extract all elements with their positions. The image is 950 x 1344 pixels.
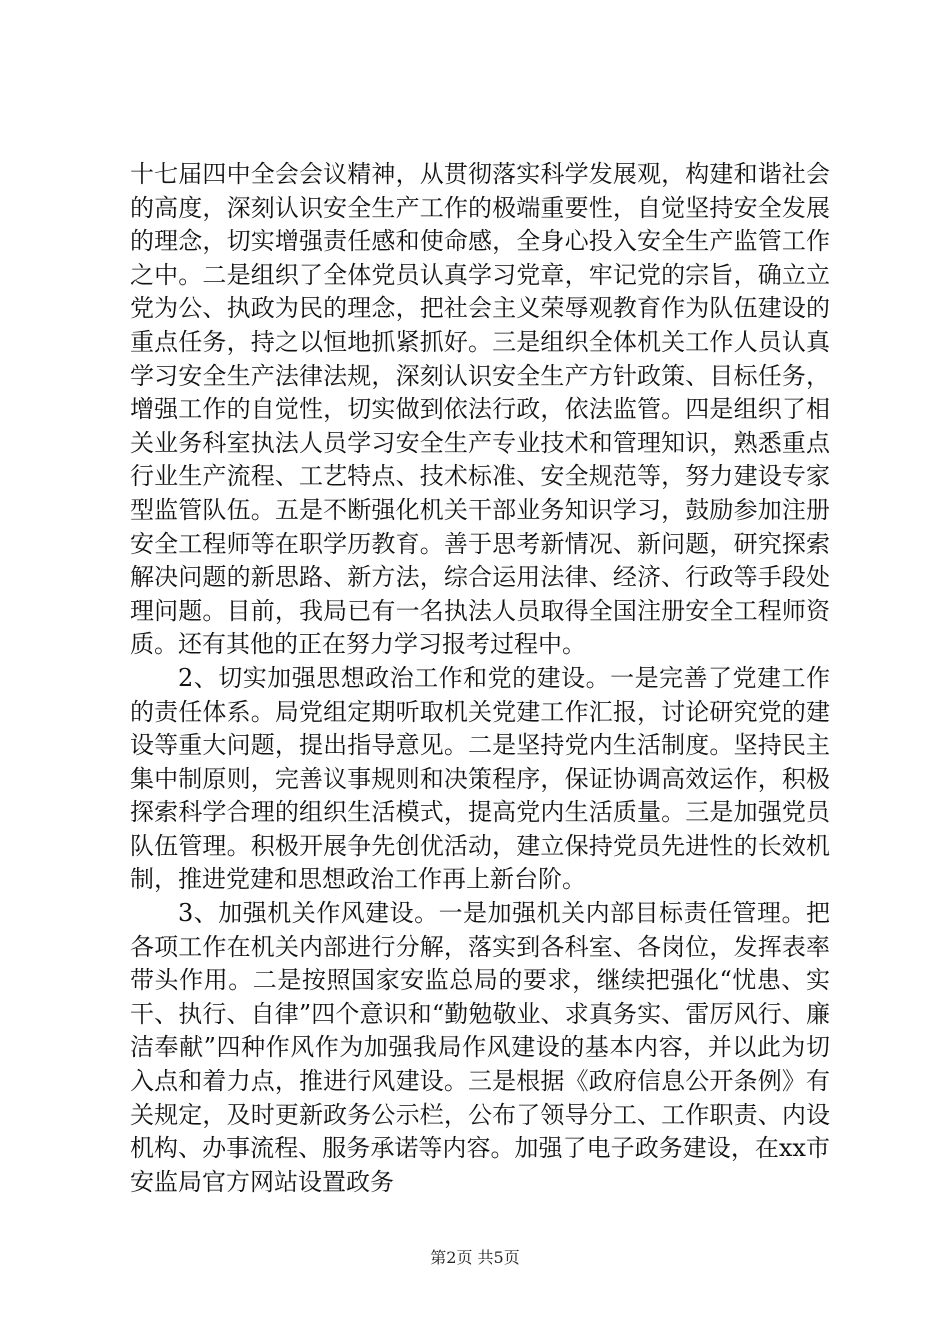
paragraph-1: 十七届四中全会会议精神，从贯彻落实科学发展观，构建和谐社会的高度，深刻认识安全生产工作的极端重要性，自觉坚持安全发展的理念，切实增强责任感和使命感，全身心投入安全生产监管工作之中。二是组织了全体党员认真学习党章，牢记党的宗旨，确立立党为公、执政为民的理念，把社会主义荣辱观教育作为队伍建设的重点任务，持之以恒地抓紧抓好。三是组织全体机关工作人员认真学习安全生产法律法规，深刻认识安全生产方针政策、目标任务，增强工作的自觉性，切实做到依法行政，依法监管。四是组织了相关业务科室执法人员学习安全生产专业技术和管理知识，熟悉重点行业生产流程、工艺特点、技术标准、安全规范等，努力建设专家型监管队伍。五是不断强化机关干部业务知识学习，鼓励参加注册安全工程师等在职学历教育。善于思考新情况、新问题，研究探索解决问题的新思路、新方法，综合运用法律、经济、行政等手段处理问题。目前，我局已有一名执法人员取得全国注册安全工程师资质。还有其他的正在努力学习报考过程中。 [130,160,830,659]
document-body [130,158,830,1199]
page-number-footer: 第2页 共5页 [430,1248,520,1267]
paragraph-3: 3、加强机关作风建设。一是加强机关内部目标责任管理。把各项工作在机关内部进行分解，落实到各科室、各岗位，发挥表率带头作用。二是按照国家安监总局的要求，继续把强化“忧患、实干、执行、自律”四个意识和“勤勉敬业、求真务实、雷厉风行、廉洁奉献”四种作风作为加强我局作风建设的基本内容，并以此为切入点和着力点，推进行风建设。三是根据《政府信息公开条例》有关规定，及时更新政务公示栏，公布了领导分工、工作职责、内设机构、办事流程、服务承诺等内容。加强了电子政务建设，在xx市安监局官方网站设置政务 [130,899,830,1196]
paragraph-2: 2、切实加强思想政治工作和党的建设。一是完善了党建工作的责任体系。局党组定期听取机关党建工作汇报，讨论研究党的建设等重大问题，提出指导意见。二是坚持党内生活制度。坚持民主集中制原则，完善议事规则和决策程序，保证协调高效运作，积极探索科学合理的组织生活模式，提高党内生活质量。三是加强党员队伍管理。积极开展争先创优活动，建立保持党员先进性的长效机制，推进党建和思想政治工作再上新台阶。 [130,663,830,894]
